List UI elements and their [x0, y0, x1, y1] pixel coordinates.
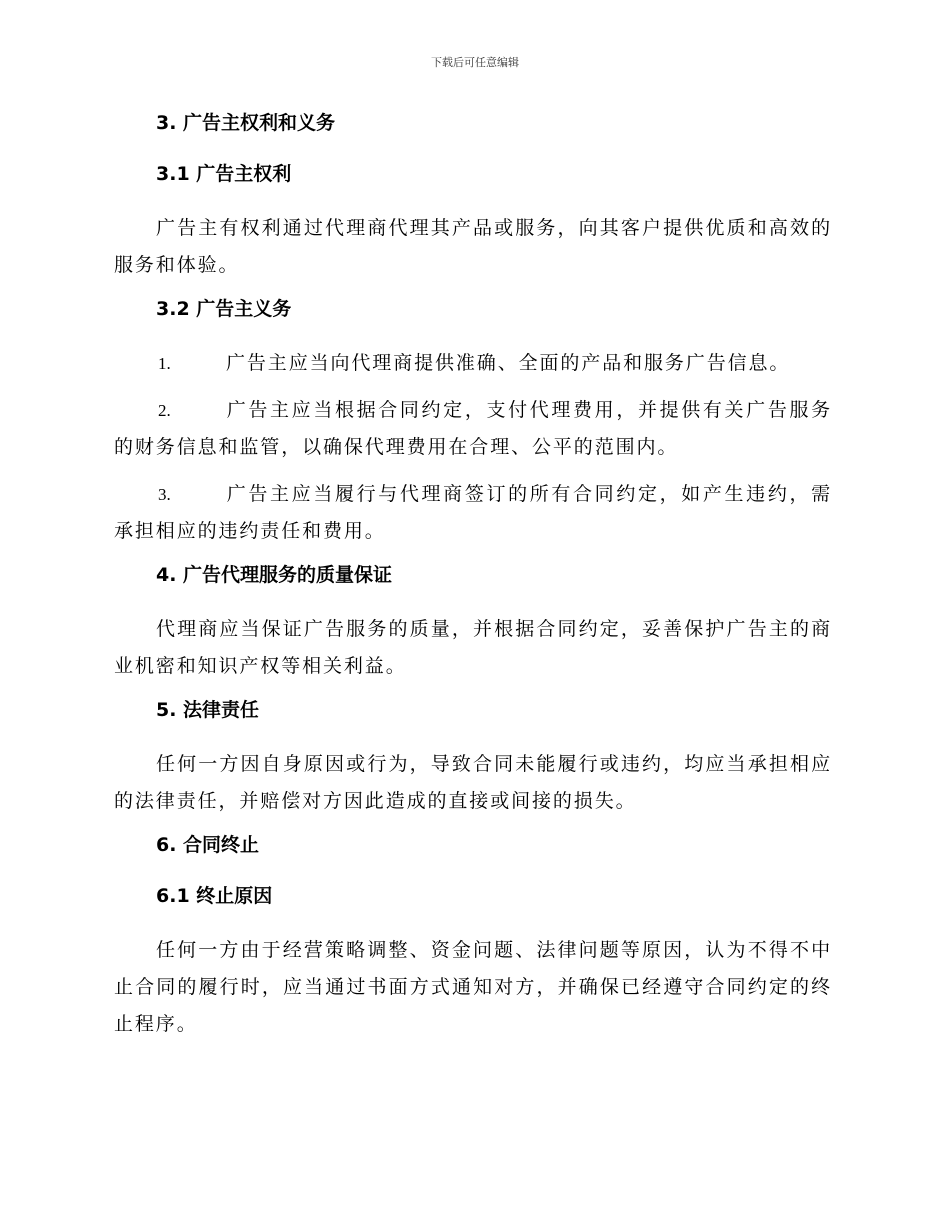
section-heading-6-1: 6.1 终止原因 [156, 885, 273, 907]
section-heading-4: 4. 广告代理服务的质量保证 [156, 564, 393, 586]
paragraph-advertiser-rights: 广告主有权利通过代理商代理其产品或服务，向其客户提供优质和高效的服务和体验。 [114, 217, 832, 276]
paragraph-termination-reason: 任何一方由于经营策略调整、资金问题、法律问题等原因，认为不得不中止合同的履行时，应当通过书面方式通知对方，并确保已经遵守合同约定的终止程序。 [114, 939, 832, 1035]
list-item-text: 广告主应当根据合同约定，支付代理费用，并提供有关广告服务的财务信息和监管，以确保代理费用在合理、公平的范围内。 [114, 399, 832, 458]
paragraph-quality-guarantee: 代理商应当保证广告服务的质量，并根据合同约定，妥善保护广告主的商业机密和知识产权等相关利益。 [114, 618, 832, 677]
section-heading-6: 6. 合同终止 [156, 834, 260, 856]
list-item-text: 广告主应当履行与代理商签订的所有合同约定，如产生违约，需承担相应的违约责任和费用。 [114, 483, 832, 542]
page-header: 下载后可任意编辑 [431, 56, 519, 69]
list-item-3 [114, 476, 832, 550]
list-number: 3. [158, 485, 171, 504]
paragraph-legal-liability: 任何一方因自身原因或行为，导致合同未能履行或违约，均应当承担相应的法律责任，并赔偿对方因此造成的直接或间接的损失。 [114, 753, 832, 812]
section-heading-5: 5. 法律责任 [156, 699, 260, 721]
document-body [114, 108, 832, 1053]
section-heading-3-1: 3.1 广告主权利 [156, 163, 292, 185]
list-number: 1. [158, 354, 171, 373]
list-item-text: 广告主应当向代理商提供准确、全面的产品和服务广告信息。 [226, 352, 791, 374]
list-item-1 [114, 345, 832, 382]
section-heading-3: 3. 广告主权利和义务 [156, 112, 336, 134]
list-number: 2. [158, 401, 171, 420]
list-item-2 [114, 392, 832, 466]
section-heading-3-2: 3.2 广告主义务 [156, 298, 292, 320]
